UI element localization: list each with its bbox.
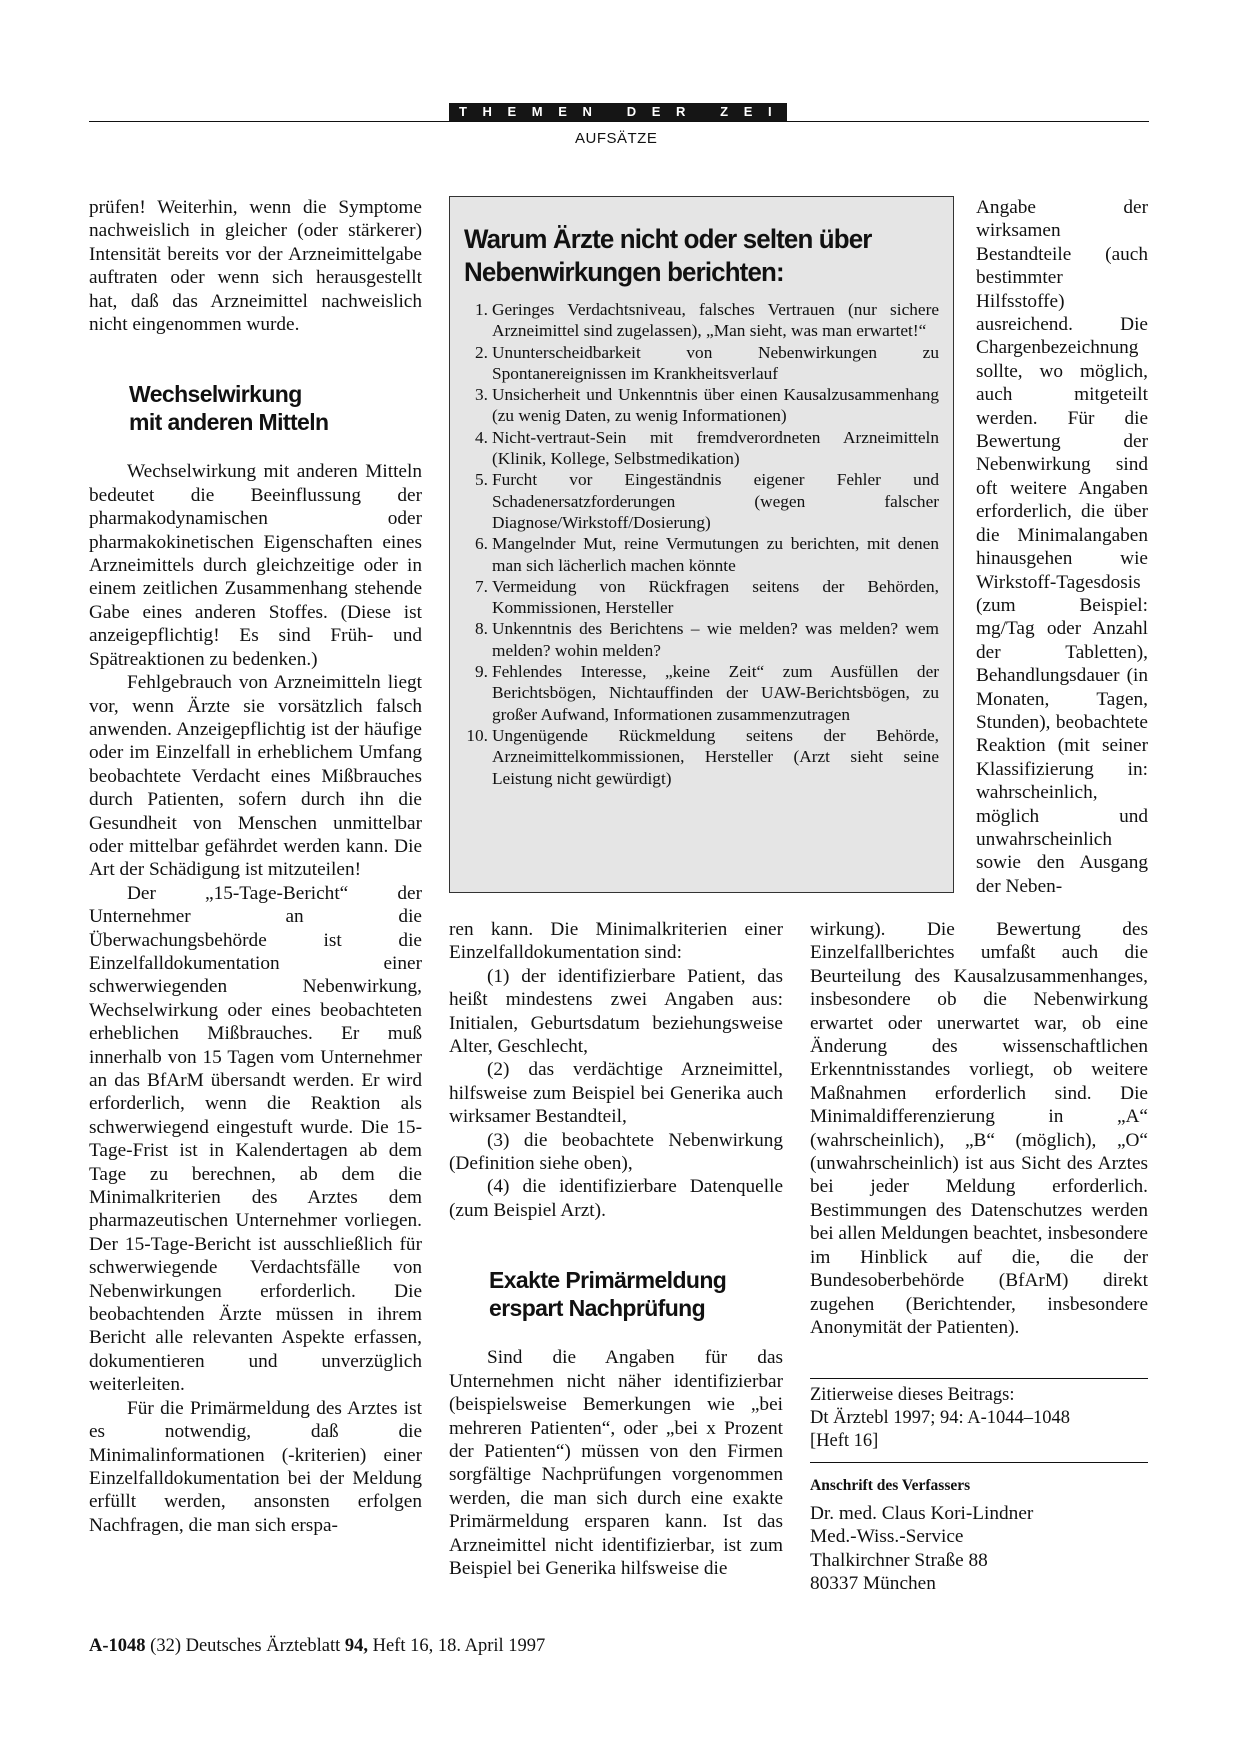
list-number: 4.	[475, 427, 488, 447]
list-number: 1.	[475, 300, 488, 319]
right-paragraph-top: Angabe der wirksamen Bestandteile (auch bestimmter Hilfsstoffe) ausreichend. Die Chargenbezeichnung sollte, wo möglich, auch mitgeteilt werden. Für die Bewertung der Nebenwirkung sind oft weitere Angaben erforderlich, die über die Minimalangaben hinausgehen wie Wirkstoff-Tagesdosis (zum Beispiel: mg/Tag oder Anzahl der Tabletten), Behandlungsdauer (in Monaten, Tagen, Stunden), beobachtete Reaktion (mit seiner Klassifizierung in: wahrscheinlich, möglich und unwahrscheinlich sowie den Ausgang der Neben-	[976, 197, 1148, 897]
address-heading: Anschrift des Verfassers	[810, 1477, 971, 1494]
info-box-title	[464, 223, 920, 289]
footer-journal: (32) Deutsches Ärzteblatt	[150, 1636, 341, 1656]
list-text: Unsicherheit und Unkenntnis über einen Kausalzusammenhang (zu wenig Daten, zu wenig Informationen)	[492, 385, 939, 426]
list-text: Unkenntnis des Berichtens – wie melden? was melden? wem melden? wohin melden?	[492, 619, 939, 660]
info-box-title-line1: Warum Ärzte nicht oder selten über	[464, 224, 872, 254]
middle-subheading-line2: erspart Nachprüfung	[489, 1295, 706, 1322]
list-text: Geringes Verdachtsniveau, falsches Vertrauen (nur sichere Arzneimittel sind zugelassen), „Man sieht, was man erwartet!“	[492, 300, 939, 341]
list-text: Vermeidung von Rückfragen seitens der Behörden, Kommissionen, Hersteller	[492, 576, 939, 618]
list-number: 10.	[466, 725, 488, 745]
list-item	[464, 618, 939, 661]
footer-issue-date: Heft 16, 18. April 1997	[372, 1636, 546, 1656]
left-paragraph-2: Wechselwirkung mit anderen Mitteln bedeutet die Beeinflussung der pharmakodynamischen oder pharmakokinetischen Eigenschaften eines Arzneimittels durch gleichzeitige oder in einem zeitlichen Zusammenhang stehende Gabe eines anderen Stoffes. (Diese ist anzeigepflichtig! Es sind Früh- und Spätreaktionen zu bedenken.)	[89, 461, 422, 670]
left-paragraph-1: prüfen! Weiterhin, wenn die Symptome nachweislich in gleicher (oder stärkerer) Intensität bereits vor der Arzneimittelgabe auftraten oder wenn sich herausgestellt hat, daß das Arzneimittel nachweislich nicht eingenommen wurde.	[89, 197, 422, 336]
section-band: THEMEN DER ZEIT	[449, 103, 787, 121]
left-paragraph-4: Der „15-Tage-Bericht“ der Unternehmer an die Überwachungsbehörde ist die Einzelfalldokumentation einer schwerwiegenden Nebenwirkung, Wechselwirkung oder eines beobachteten erheblichen Mißbrauches. Er muß innerhalb von 15 Tagen vom Unternehmer an das BfArM übersandt werden. Er wird erforderlich, wenn die Reaktion als schwerwiegend eingestuft wurde. Die 15-Tage-Frist ist in Kalendertagen ab dem Tage zu berechnen, ab dem die Minimalkriterien des Arztes dem pharmazeutischen Unternehmer vorliegen. Der 15-Tage-Bericht ist ausschließlich für schwerwiegende Verdachtsfälle von Nebenwirkungen erforderlich. Die beobachtenden Ärzte müssen in ihrem Bericht alle relevanten Aspekte erfassen, dokumentieren und unverzüglich weiterleiten.	[89, 882, 422, 1396]
criterion-2: (2) das verdächtige Arzneimittel, hilfsweise zum Beispiel bei Generika auch wirksamer Bestandteil,	[449, 1059, 783, 1128]
section-subtitle: AUFSÄTZE	[575, 130, 658, 147]
left-paragraph-3: Fehlgebrauch von Arzneimitteln liegt vor, wenn Ärzte sie vorsätzlich falsch anwenden. Anzeigepflichtig ist der häufige oder im Einzelfall in erheblichem Umfang beobachtete Verdacht eines Mißbrauches durch Patienten, sofern durch ihn die Gesundheit von Menschen unmittelbar oder mittelbar gefährdet werden kann. Die Art der Schädigung ist mitzuteilen!	[89, 672, 422, 881]
citation-issue: [Heft 16]	[810, 1431, 879, 1451]
citation-rule	[810, 1378, 1148, 1379]
middle-paragraph-1: ren kann. Die Minimalkriterien einer Einzelfalldokumentation sind:	[449, 919, 783, 964]
info-box-title-line2: Nebenwirkungen berichten:	[464, 257, 784, 287]
right-column-top	[976, 196, 1148, 898]
address-line: Med.-Wiss.-Service	[810, 1526, 964, 1548]
list-item	[464, 469, 939, 533]
citation-label: Zitierweise dieses Beitrags:	[810, 1385, 1015, 1405]
middle-subheading	[449, 1266, 783, 1322]
citation-block	[810, 1384, 1148, 1453]
list-item	[464, 725, 939, 789]
list-item	[464, 533, 939, 576]
list-text: Ununterscheidbarkeit von Nebenwirkungen zu Spontanereignissen im Krankheitsverlauf	[492, 342, 939, 383]
list-number: 3.	[475, 385, 488, 405]
criterion-3: (3) die beobachtete Nebenwirkung (Definition siehe oben),	[449, 1129, 783, 1175]
citation-reference: Dt Ärztebl 1997; 94: A-1044–1048	[810, 1408, 1071, 1428]
list-number: 7.	[475, 576, 488, 596]
left-subheading	[89, 380, 422, 436]
list-text: Mangelnder Mut, reine Vermutungen zu berichten, mit denen man sich lächerlich machen könnte	[492, 534, 939, 575]
list-number: 2.	[475, 342, 488, 362]
list-item	[464, 384, 939, 427]
left-paragraph-5: Für die Primärmeldung des Arztes ist es notwendig, daß die Minimalinformationen (-kriterien) einer Einzelfalldokumentation bei der Meldung erfüllt werden, ansonsten erfolgen Nachfragen, die man sich erspa-	[89, 1397, 422, 1536]
footer-volume: 94,	[344, 1636, 368, 1656]
header-rule	[89, 121, 1149, 122]
list-item	[464, 661, 939, 725]
page-footer	[89, 1636, 545, 1657]
criterion-4: (4) die identifizierbare Datenquelle (zum Beispiel Arzt).	[449, 1176, 783, 1221]
left-column	[89, 196, 422, 1537]
list-item	[464, 427, 939, 470]
list-text: Ungenügende Rückmeldung seitens der Behörde, Arzneimittelkommissionen, Hersteller (Arzt sieht seine Leistung nicht gewürdigt)	[492, 725, 939, 788]
address-line: 80337 München	[810, 1573, 936, 1595]
address-line: Dr. med. Claus Kori-Lindner	[810, 1503, 1034, 1524]
info-box	[449, 196, 954, 893]
list-text: Nicht-vertraut-Sein mit fremdverordneten Arzneimitteln (Klinik, Kollege, Selbstmedikation)	[492, 427, 939, 469]
reasons-list	[464, 299, 939, 789]
list-item	[464, 576, 939, 619]
left-subheading-line1: Wechselwirkung	[129, 381, 302, 408]
page-number: A-1048	[89, 1636, 146, 1656]
criterion-1: (1) der identifizierbare Patient, das heißt mindestens zwei Angaben aus: Initialen, Geburtsdatum beziehungsweise Alter, Geschlecht,	[449, 965, 783, 1058]
list-number: 5.	[475, 470, 488, 490]
list-text: Fehlendes Interesse, „keine Zeit“ zum Ausfüllen der Berichtsbögen, Nichtauffinden der UAW-Berichtsbögen, zu großer Aufwand, Informationen zusammenzutragen	[492, 662, 939, 724]
middle-column	[449, 918, 783, 1580]
address-line: Thalkirchner Straße 88	[810, 1549, 988, 1571]
middle-paragraph-2: Sind die Angaben für das Unternehmen nicht näher identifizierbar (beispielsweise Bemerkungen wie „bei mehreren Patienten“, oder „bei x Prozent der Patienten“) müssen von den Firmen sorgfältige Nachprüfungen vorgenommen werden, die man sich durch eine exakte Primärmeldung ersparen kann. Ist das Arzneimittel nicht identifizierbar, ist zum Beispiel bei Generika hilfsweise die	[449, 1347, 783, 1579]
list-item	[464, 342, 939, 385]
right-column-bottom	[810, 918, 1148, 1339]
list-number: 6.	[475, 534, 488, 554]
address-block	[810, 1476, 1148, 1596]
left-subheading-line2: mit anderen Mitteln	[129, 409, 329, 436]
middle-subheading-line1: Exakte Primärmeldung	[489, 1267, 727, 1294]
address-rule	[810, 1462, 1148, 1463]
list-item	[464, 299, 939, 342]
list-number: 8.	[475, 619, 488, 639]
right-paragraph-bottom: wirkung). Die Bewertung des Einzelfallberichtes umfaßt auch die Beurteilung des Kausalzusammenhanges, insbesondere ob die Nebenwirkung erwartet oder unerwartet war, ob eine Änderung des wissenschaftlichen Erkenntnisstandes vorliegt, ob weitere Maßnahmen erforderlich sind. Die Minimaldifferenzierung in „A“ (wahrscheinlich), „B“ (möglich), „O“ (unwahrscheinlich) ist aus Sicht des Arztes bei jeder Meldung erforderlich. Bestimmungen des Datenschutzes werden bei allen Meldungen beachtet, insbesondere im Hinblick auf die, die der Bundesoberbehörde (BfArM) direkt zugehen (Berichtender, insbesondere Anonymität der Patienten).	[810, 919, 1148, 1338]
list-number: 9.	[475, 662, 488, 682]
list-text: Furcht vor Eingeständnis eigener Fehler und Schadenersatzforderungen (wegen falscher Diagnose/Wirkstoff/Dosierung)	[492, 470, 939, 532]
